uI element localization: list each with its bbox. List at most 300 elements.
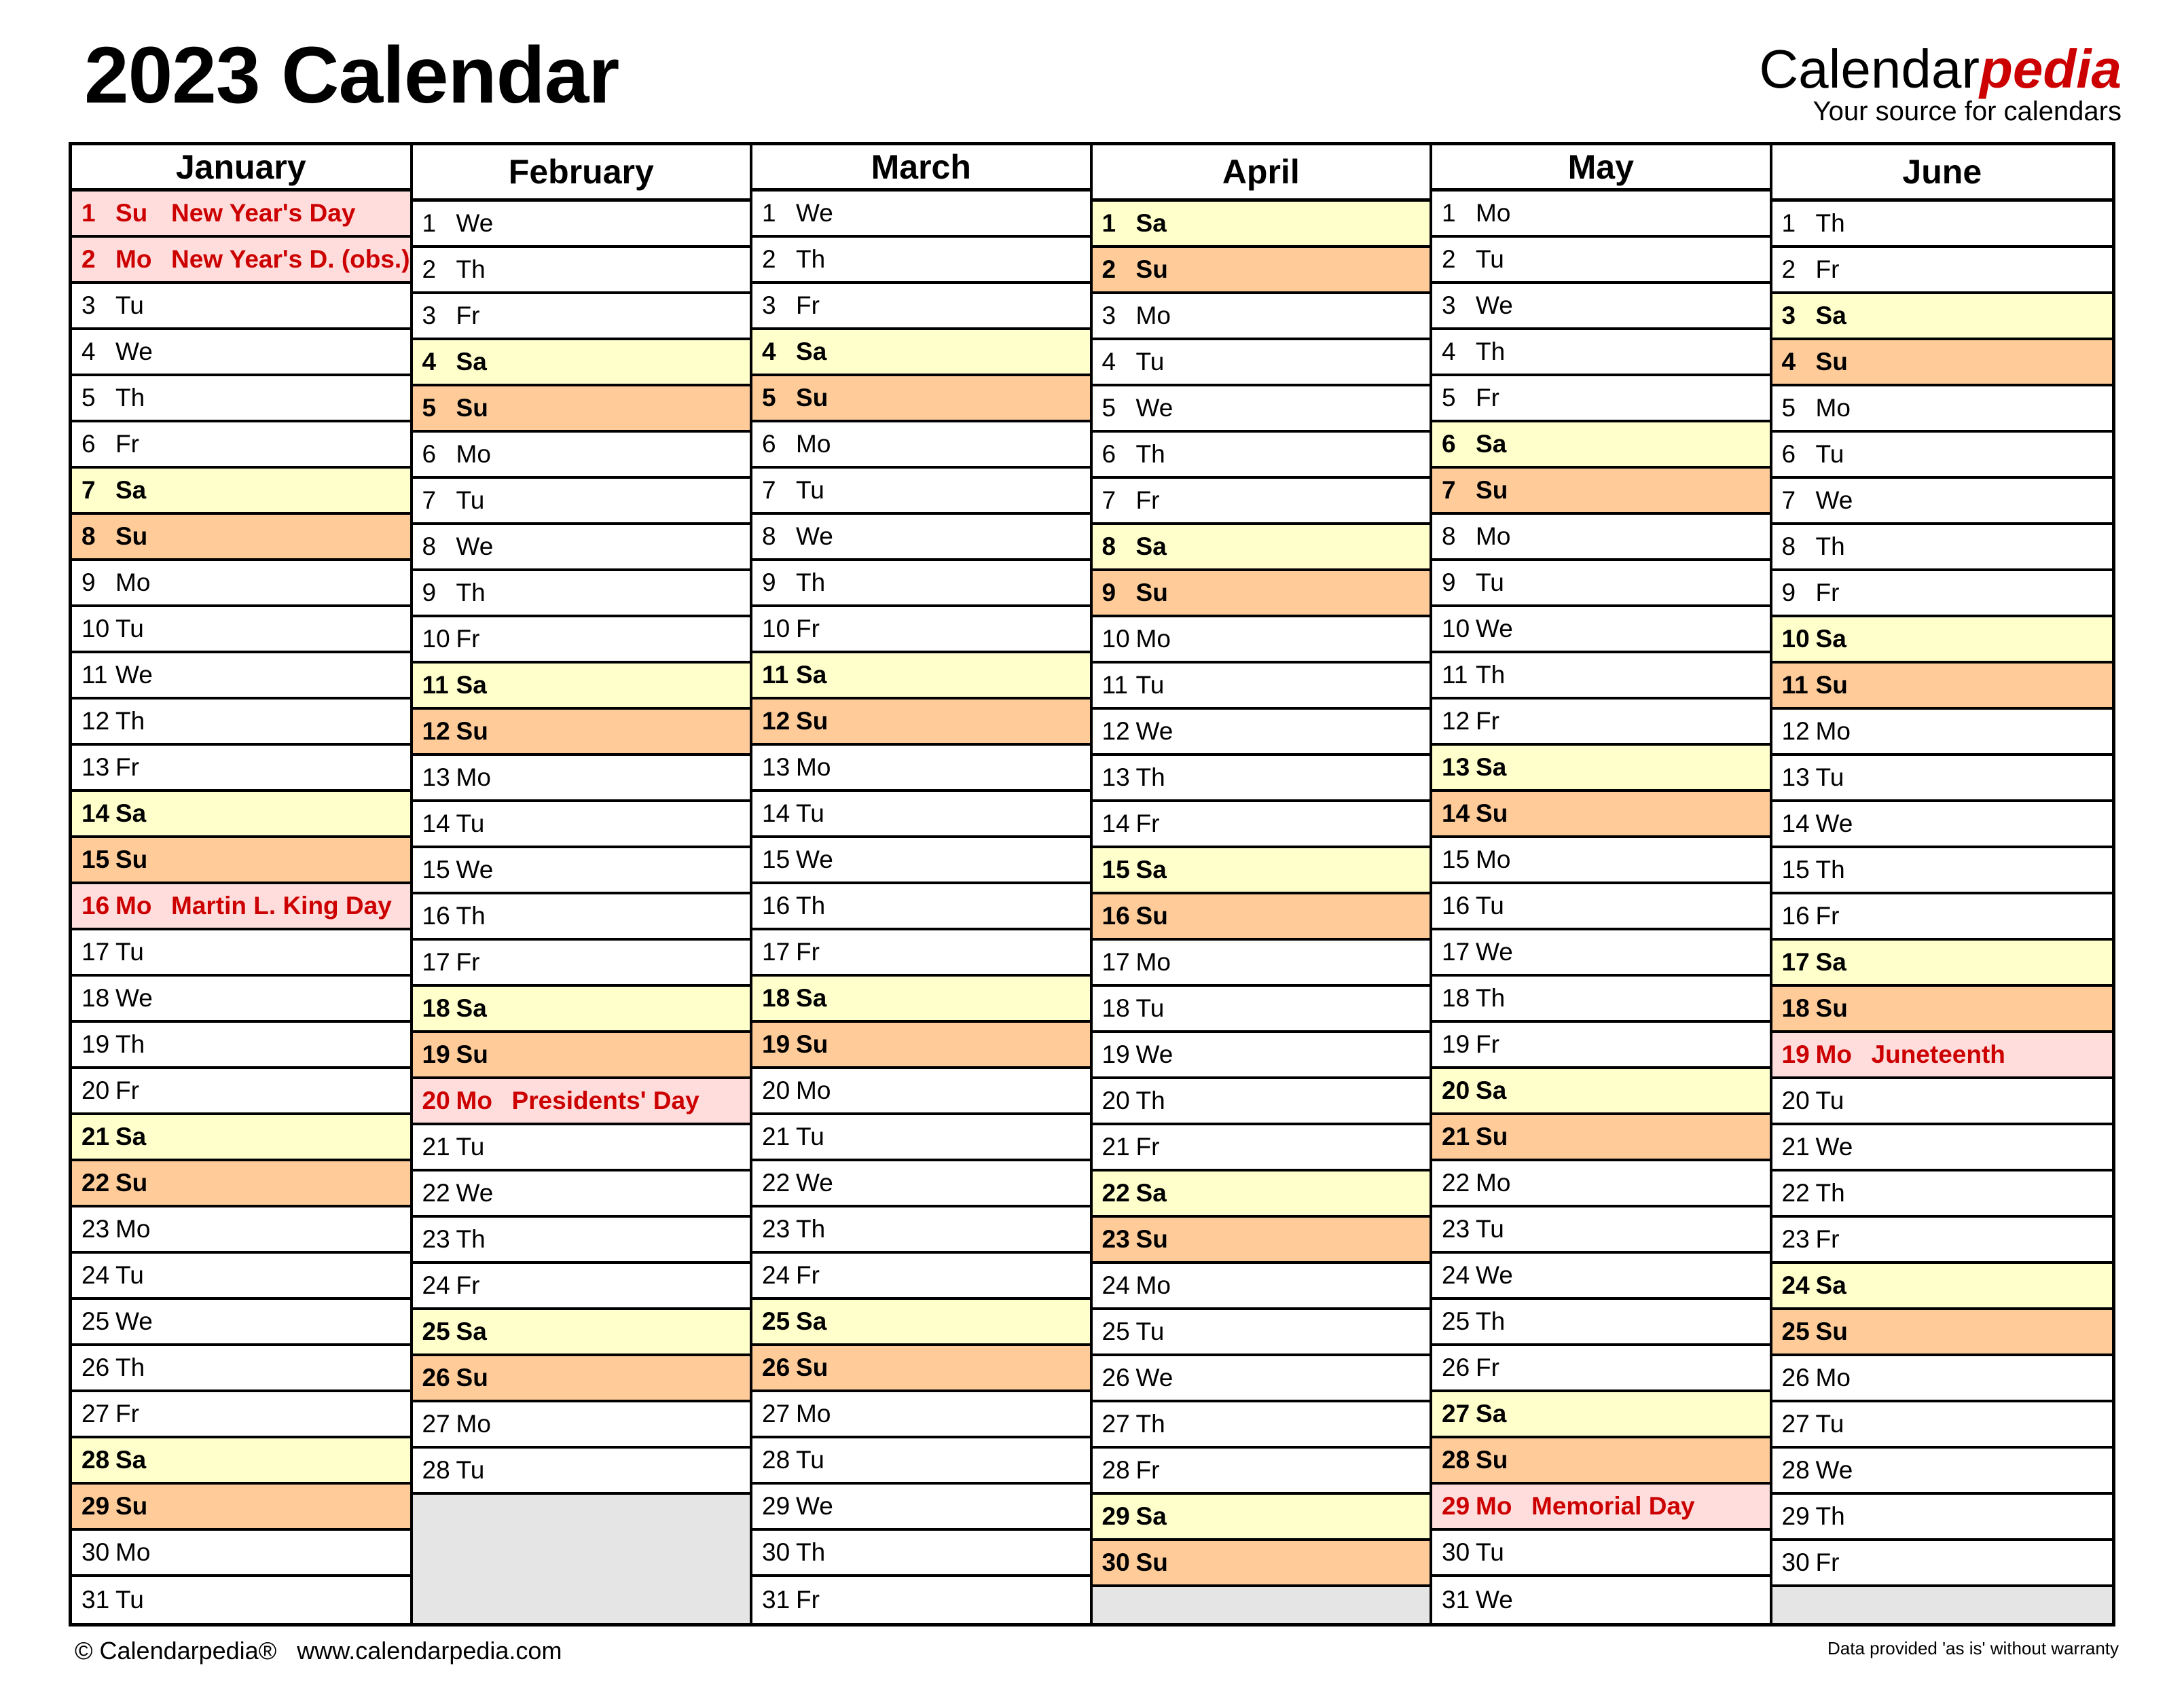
day-cell[interactable] — [413, 894, 750, 941]
weekday-label: Sa — [1815, 948, 1846, 976]
day-cell[interactable] — [1432, 930, 1770, 977]
day-number: 14 — [422, 810, 450, 837]
day-number: 24 — [762, 1261, 790, 1289]
day-cell[interactable] — [1772, 1310, 2112, 1356]
weekday-label: Tu — [1135, 348, 1165, 376]
weekday-label: Mo — [1135, 625, 1171, 653]
day-cell[interactable] — [413, 1402, 750, 1449]
day-number: 10 — [1781, 625, 1810, 653]
day-cell[interactable] — [1432, 884, 1770, 930]
day-cell[interactable] — [1432, 1392, 1770, 1438]
day-cell[interactable] — [413, 802, 750, 848]
day-cell[interactable] — [1432, 376, 1770, 422]
day-cell[interactable] — [752, 422, 1090, 469]
day-number: 15 — [422, 856, 450, 884]
weekday-label: Mo — [456, 1087, 492, 1114]
day-cell[interactable] — [752, 1069, 1090, 1115]
day-number: 20 — [422, 1087, 450, 1114]
day-number: 16 — [1102, 902, 1130, 930]
weekday-label: Fr — [1815, 1548, 1840, 1576]
day-number: 26 — [1102, 1364, 1130, 1392]
day-number: 9 — [1442, 568, 1456, 596]
weekday-label: We — [456, 532, 494, 560]
weekday-label: Tu — [456, 486, 485, 514]
weekday-label: Su — [456, 1364, 488, 1392]
day-number: 10 — [1442, 615, 1470, 642]
day-cell[interactable] — [1432, 1438, 1770, 1485]
weekday-label: Tu — [115, 615, 144, 642]
day-cell[interactable] — [1432, 515, 1770, 561]
day-cell[interactable] — [72, 977, 410, 1023]
calendarpedia-logo[interactable] — [1759, 39, 2122, 126]
day-number: 11 — [422, 671, 449, 699]
day-cell[interactable] — [413, 710, 750, 756]
weekday-label: Mo — [796, 753, 831, 781]
day-cell[interactable] — [1772, 1495, 2112, 1541]
day-cell[interactable] — [1093, 617, 1430, 664]
month-column-june — [1772, 145, 2112, 1623]
day-cell[interactable] — [1772, 202, 2112, 248]
day-cell[interactable] — [413, 571, 750, 617]
weekday-label: Mo — [1135, 1271, 1171, 1299]
day-cell[interactable] — [1432, 1346, 1770, 1392]
day-cell[interactable] — [1093, 987, 1430, 1033]
weekday-label: Tu — [1815, 763, 1844, 791]
day-cell[interactable] — [1772, 1264, 2112, 1310]
day-cell[interactable] — [1772, 340, 2112, 386]
day-cell[interactable] — [1432, 192, 1770, 238]
day-cell[interactable] — [413, 617, 750, 664]
day-cell[interactable] — [1093, 1079, 1430, 1125]
day-cell[interactable] — [1432, 1161, 1770, 1207]
weekday-label: Sa — [1135, 532, 1167, 560]
day-cell[interactable] — [1772, 294, 2112, 340]
day-cell[interactable] — [1093, 664, 1430, 710]
day-number: 22 — [762, 1169, 790, 1197]
day-cell[interactable] — [1093, 756, 1430, 802]
day-cell[interactable] — [72, 930, 410, 977]
day-cell[interactable] — [1093, 941, 1430, 987]
weekday-label: Sa — [1815, 302, 1846, 329]
day-number: 29 — [1442, 1492, 1470, 1520]
day-cell[interactable] — [1093, 1449, 1430, 1495]
day-cell[interactable] — [752, 561, 1090, 607]
weekday-label: Fr — [1476, 1353, 1499, 1381]
day-cell[interactable] — [72, 561, 410, 607]
day-cell[interactable] — [752, 977, 1090, 1023]
weekday-label: Fr — [796, 1261, 820, 1289]
day-cell[interactable] — [413, 1079, 750, 1125]
day-cell[interactable] — [1772, 1218, 2112, 1264]
day-cell[interactable] — [1093, 202, 1430, 248]
day-cell[interactable] — [1093, 340, 1430, 386]
page-title: 2023 Calendar — [84, 31, 619, 120]
day-number: 29 — [1781, 1502, 1810, 1530]
day-cell[interactable] — [1093, 1356, 1430, 1402]
day-cell[interactable] — [72, 1531, 410, 1577]
day-cell[interactable] — [1432, 1207, 1770, 1254]
day-cell[interactable] — [752, 330, 1090, 376]
day-number: 4 — [1781, 348, 1796, 376]
day-cell[interactable] — [1772, 571, 2112, 617]
weekday-label: Su — [1815, 994, 1848, 1022]
website-link[interactable]: www.calendarpedia.com — [297, 1637, 562, 1665]
day-list — [752, 192, 1090, 1623]
weekday-label: Mo — [115, 892, 152, 920]
day-cell[interactable] — [752, 1438, 1090, 1485]
day-cell[interactable] — [1093, 1495, 1430, 1541]
day-cell[interactable] — [72, 1438, 410, 1485]
day-number: 6 — [81, 430, 96, 458]
day-cell[interactable] — [752, 1531, 1090, 1577]
day-cell[interactable] — [752, 699, 1090, 746]
day-cell[interactable] — [1772, 386, 2112, 433]
day-cell[interactable] — [752, 1485, 1090, 1531]
weekday-label: Fr — [796, 615, 820, 642]
day-cell[interactable] — [1772, 848, 2112, 894]
day-cell[interactable] — [752, 746, 1090, 792]
day-cell[interactable] — [1772, 525, 2112, 571]
day-cell[interactable] — [1093, 710, 1430, 756]
day-number: 17 — [422, 948, 450, 976]
day-cell[interactable] — [1772, 248, 2112, 294]
weekday-label: Tu — [1476, 1215, 1504, 1243]
weekday-label: Th — [796, 892, 826, 920]
day-number: 26 — [81, 1353, 110, 1381]
day-cell[interactable] — [752, 607, 1090, 653]
day-cell[interactable] — [752, 1207, 1090, 1254]
day-cell[interactable] — [413, 479, 750, 525]
day-cell[interactable] — [72, 330, 410, 376]
day-cell[interactable] — [1432, 1115, 1770, 1161]
day-cell[interactable] — [1772, 802, 2112, 848]
day-cell[interactable] — [413, 340, 750, 386]
day-cell[interactable] — [72, 1161, 410, 1207]
weekday-label: Fr — [796, 938, 820, 966]
day-cell[interactable] — [1093, 894, 1430, 941]
day-cell[interactable] — [413, 433, 750, 479]
day-cell[interactable] — [413, 941, 750, 987]
day-number: 23 — [762, 1215, 790, 1243]
day-number: 5 — [1102, 394, 1116, 422]
day-cell[interactable] — [413, 1356, 750, 1402]
day-cell[interactable] — [1093, 525, 1430, 571]
day-cell[interactable] — [1772, 756, 2112, 802]
day-cell[interactable] — [752, 884, 1090, 930]
day-cell[interactable] — [1093, 386, 1430, 433]
day-cell[interactable] — [1093, 1218, 1430, 1264]
day-number: 26 — [1442, 1353, 1470, 1381]
day-cell[interactable] — [72, 838, 410, 884]
day-cell[interactable] — [413, 1310, 750, 1356]
day-number: 23 — [1442, 1215, 1470, 1243]
weekday-label: Mo — [1135, 948, 1171, 976]
day-cell[interactable] — [1772, 710, 2112, 756]
day-cell[interactable] — [1432, 838, 1770, 884]
day-cell[interactable] — [72, 653, 410, 699]
day-number: 30 — [81, 1538, 110, 1566]
day-cell[interactable] — [72, 284, 410, 330]
day-number: 11 — [1442, 661, 1468, 689]
day-number: 19 — [422, 1040, 450, 1068]
day-cell[interactable] — [752, 1392, 1090, 1438]
day-cell[interactable] — [413, 202, 750, 248]
day-number: 5 — [1781, 394, 1796, 422]
day-cell[interactable] — [72, 1023, 410, 1069]
day-cell[interactable] — [72, 1254, 410, 1300]
day-cell[interactable] — [752, 1577, 1090, 1623]
day-cell[interactable] — [413, 848, 750, 894]
day-cell[interactable] — [72, 699, 410, 746]
day-cell[interactable] — [1432, 422, 1770, 469]
day-cell[interactable] — [72, 1115, 410, 1161]
day-number: 20 — [1781, 1087, 1810, 1114]
day-cell[interactable] — [752, 792, 1090, 838]
weekday-label: Mo — [1135, 302, 1171, 329]
day-cell[interactable] — [413, 987, 750, 1033]
day-cell[interactable] — [1432, 1069, 1770, 1115]
day-cell[interactable] — [72, 515, 410, 561]
logo-accent-text: pedia — [1980, 39, 2122, 99]
day-cell[interactable] — [1772, 894, 2112, 941]
day-cell[interactable] — [752, 284, 1090, 330]
day-number: 22 — [1442, 1169, 1470, 1197]
day-number: 28 — [1781, 1456, 1810, 1484]
weekday-label: Fr — [115, 753, 139, 781]
day-number: 10 — [762, 615, 790, 642]
weekday-label: Mo — [1815, 1364, 1851, 1392]
weekday-label: Tu — [1135, 994, 1165, 1022]
day-cell[interactable] — [752, 1023, 1090, 1069]
day-cell[interactable] — [413, 756, 750, 802]
weekday-label: Mo — [796, 430, 831, 458]
day-number: 15 — [762, 846, 790, 873]
logo-wordmark — [1759, 39, 2122, 99]
weekday-label: Sa — [1476, 1076, 1507, 1104]
day-cell[interactable] — [1772, 479, 2112, 525]
day-cell[interactable] — [72, 376, 410, 422]
day-cell[interactable] — [752, 653, 1090, 699]
day-number: 2 — [422, 255, 437, 283]
day-number: 22 — [1102, 1179, 1130, 1207]
weekday-label: Tu — [1476, 568, 1504, 596]
day-cell[interactable] — [1432, 607, 1770, 653]
day-cell[interactable] — [72, 1577, 410, 1623]
weekday-label: Th — [1815, 1502, 1845, 1530]
day-cell[interactable] — [752, 1115, 1090, 1161]
day-number: 23 — [1781, 1225, 1810, 1253]
day-cell[interactable] — [1093, 802, 1430, 848]
day-cell[interactable] — [413, 248, 750, 294]
day-cell[interactable] — [1772, 664, 2112, 710]
day-cell[interactable] — [752, 515, 1090, 561]
day-cell[interactable] — [72, 1346, 410, 1392]
day-cell[interactable] — [72, 1069, 410, 1115]
weekday-label: Th — [1135, 1087, 1165, 1114]
day-cell[interactable] — [1772, 1125, 2112, 1171]
day-number: 13 — [422, 763, 450, 791]
day-cell[interactable] — [752, 376, 1090, 422]
day-cell[interactable] — [1093, 248, 1430, 294]
day-cell[interactable] — [752, 469, 1090, 515]
day-cell[interactable] — [1093, 1264, 1430, 1310]
day-cell[interactable] — [752, 238, 1090, 284]
day-number: 16 — [422, 902, 450, 930]
day-cell[interactable] — [1432, 792, 1770, 838]
day-cell[interactable] — [1432, 1300, 1770, 1346]
day-number: 14 — [81, 799, 110, 827]
day-cell[interactable] — [72, 607, 410, 653]
day-cell[interactable] — [1432, 284, 1770, 330]
day-cell[interactable] — [1093, 479, 1430, 525]
month-column-march — [752, 145, 1093, 1623]
day-cell[interactable] — [413, 1218, 750, 1264]
weekday-label: Tu — [115, 938, 144, 966]
day-cell[interactable] — [1093, 1125, 1430, 1171]
day-cell[interactable] — [72, 1485, 410, 1531]
weekday-label: Fr — [456, 625, 480, 653]
day-list — [413, 202, 750, 1623]
day-cell[interactable] — [72, 238, 410, 284]
day-cell[interactable] — [1432, 977, 1770, 1023]
day-cell[interactable] — [1432, 561, 1770, 607]
weekday-label: Mo — [1815, 394, 1851, 422]
day-cell[interactable] — [72, 746, 410, 792]
day-number: 3 — [1102, 302, 1116, 329]
weekday-label: We — [115, 661, 153, 689]
day-cell[interactable] — [1432, 699, 1770, 746]
day-number: 20 — [1442, 1076, 1470, 1104]
day-cell[interactable] — [1772, 1402, 2112, 1449]
day-cell[interactable] — [1772, 1541, 2112, 1587]
day-cell[interactable] — [752, 1346, 1090, 1392]
day-cell[interactable] — [1772, 617, 2112, 664]
day-number: 22 — [1781, 1179, 1810, 1207]
day-cell[interactable] — [72, 422, 410, 469]
day-cell[interactable] — [413, 664, 750, 710]
weekday-label: Mo — [115, 1538, 151, 1566]
day-cell[interactable] — [1093, 1310, 1430, 1356]
day-number: 29 — [1102, 1502, 1130, 1530]
weekday-label: Sa — [1135, 209, 1167, 237]
weekday-label: We — [456, 1179, 494, 1207]
day-cell[interactable] — [1432, 1531, 1770, 1577]
day-cell[interactable] — [1093, 433, 1430, 479]
day-cell[interactable] — [752, 930, 1090, 977]
day-cell[interactable] — [413, 1264, 750, 1310]
day-cell[interactable] — [1772, 1449, 2112, 1495]
month-column-april — [1093, 145, 1433, 1623]
day-cell[interactable] — [1093, 1033, 1430, 1079]
weekday-label: Mo — [796, 1076, 831, 1104]
day-cell[interactable] — [752, 838, 1090, 884]
weekday-label: We — [1476, 291, 1513, 319]
day-cell[interactable] — [1432, 238, 1770, 284]
day-cell[interactable] — [1432, 746, 1770, 792]
day-cell[interactable] — [72, 1392, 410, 1438]
day-cell[interactable] — [413, 525, 750, 571]
day-cell[interactable] — [72, 1300, 410, 1346]
day-cell[interactable] — [72, 192, 410, 238]
day-cell[interactable] — [1093, 294, 1430, 340]
day-cell[interactable] — [413, 1125, 750, 1171]
day-cell[interactable] — [752, 1300, 1090, 1346]
weekday-label: Sa — [456, 348, 487, 376]
day-cell[interactable] — [1432, 330, 1770, 376]
day-cell[interactable] — [413, 386, 750, 433]
weekday-label: Fr — [1135, 1133, 1160, 1161]
day-cell[interactable] — [413, 294, 750, 340]
day-cell[interactable] — [1432, 1254, 1770, 1300]
day-cell[interactable] — [752, 1254, 1090, 1300]
weekday-label: We — [1135, 1040, 1173, 1068]
day-cell[interactable] — [72, 1207, 410, 1254]
day-list — [1772, 202, 2112, 1623]
day-cell[interactable] — [1772, 987, 2112, 1033]
day-number: 2 — [1781, 255, 1796, 283]
day-cell[interactable] — [72, 469, 410, 515]
weekday-label: Su — [456, 1040, 488, 1068]
day-number: 22 — [422, 1179, 450, 1207]
month-header: February — [413, 145, 750, 202]
day-cell[interactable] — [1772, 1033, 2112, 1079]
holiday-label: Presidents' Day — [511, 1087, 699, 1114]
day-number: 25 — [1781, 1318, 1810, 1345]
day-number: 14 — [1781, 810, 1810, 837]
day-cell[interactable] — [1772, 941, 2112, 987]
day-number: 15 — [1442, 846, 1470, 873]
weekday-label: Th — [456, 255, 486, 283]
weekday-label: We — [1135, 1364, 1173, 1392]
day-cell[interactable] — [413, 1033, 750, 1079]
day-cell[interactable] — [1093, 1402, 1430, 1449]
day-number: 27 — [422, 1410, 450, 1438]
day-cell[interactable] — [752, 192, 1090, 238]
day-number: 13 — [762, 753, 790, 781]
day-number: 18 — [1781, 994, 1810, 1022]
weekday-label: Tu — [1135, 1318, 1165, 1345]
day-cell[interactable] — [1093, 1171, 1430, 1218]
day-cell[interactable] — [752, 1161, 1090, 1207]
day-cell[interactable] — [1772, 1356, 2112, 1402]
day-number: 3 — [762, 291, 776, 319]
weekday-label: Su — [796, 1030, 829, 1058]
day-cell[interactable] — [72, 792, 410, 838]
day-cell[interactable] — [1432, 653, 1770, 699]
day-cell[interactable] — [1772, 1171, 2112, 1218]
day-cell[interactable] — [1093, 848, 1430, 894]
weekday-label: Fr — [115, 1076, 139, 1104]
day-cell[interactable] — [1432, 1577, 1770, 1623]
day-number: 28 — [1102, 1456, 1130, 1484]
day-number: 7 — [422, 486, 437, 514]
weekday-label: Su — [796, 707, 829, 735]
day-cell[interactable] — [1772, 433, 2112, 479]
weekday-label: Su — [1815, 1318, 1848, 1345]
day-cell[interactable] — [413, 1449, 750, 1495]
day-number: 26 — [762, 1353, 790, 1381]
day-cell[interactable] — [1093, 571, 1430, 617]
day-cell[interactable] — [1093, 1541, 1430, 1587]
day-cell[interactable] — [1772, 1079, 2112, 1125]
day-cell[interactable] — [413, 1171, 750, 1218]
weekday-label: Tu — [1815, 1087, 1844, 1114]
day-cell[interactable] — [72, 884, 410, 930]
weekday-label: Mo — [115, 568, 151, 596]
day-cell[interactable] — [1432, 1023, 1770, 1069]
day-cell[interactable] — [1432, 1485, 1770, 1531]
day-cell[interactable] — [1432, 469, 1770, 515]
